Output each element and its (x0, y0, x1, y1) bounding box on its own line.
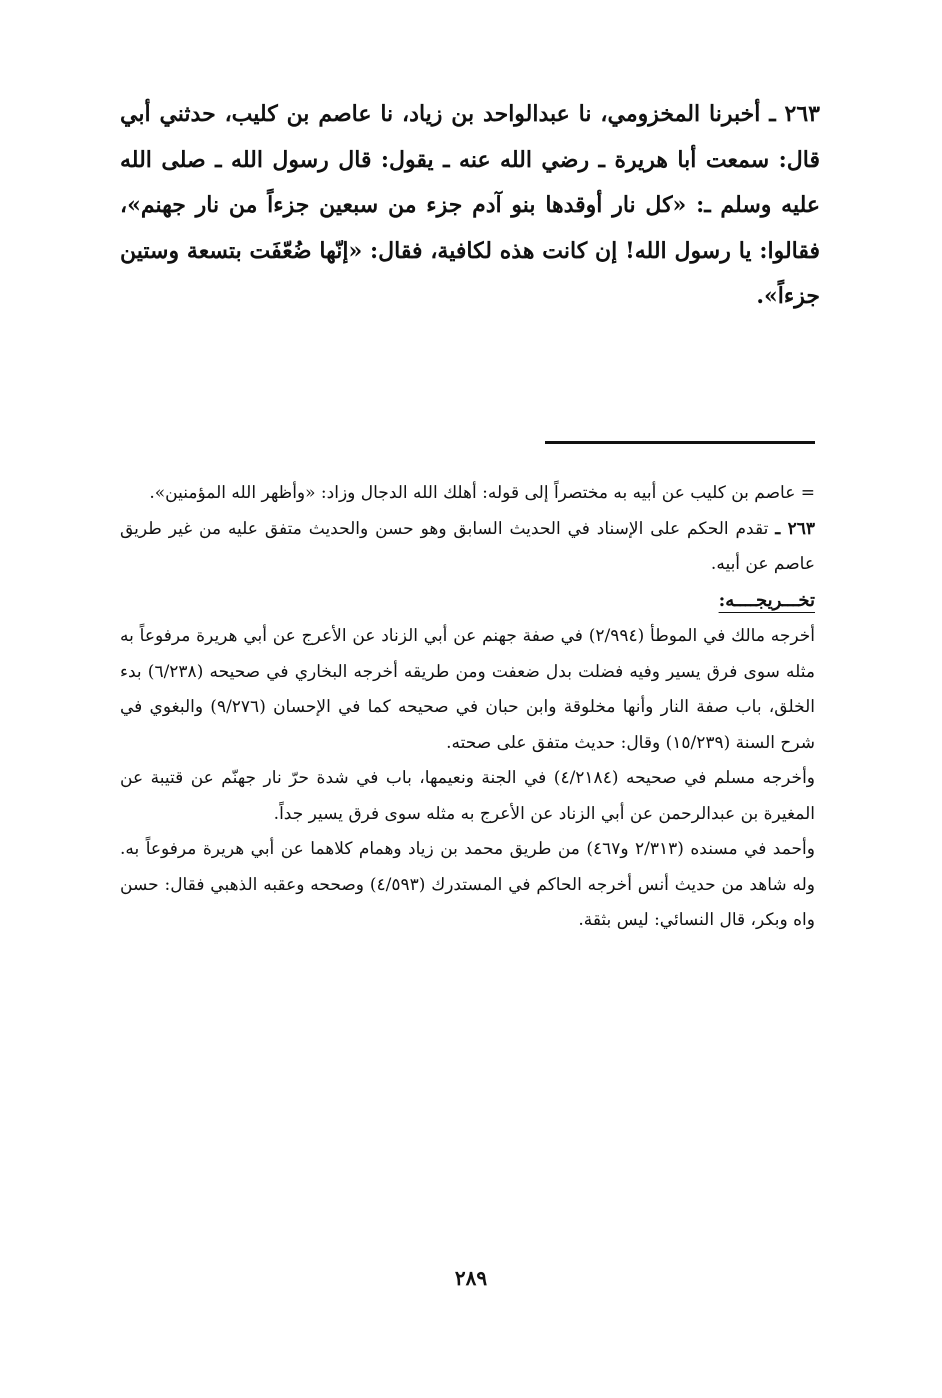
footnote-separator (545, 441, 815, 444)
footnote-number: ٢٦٣ ـ (775, 518, 815, 539)
footnote-263 (120, 512, 815, 583)
hadith-paragraph (120, 92, 820, 320)
footnote-continuation: = عاصم بن كليب عن أبيه به مختصراً إلى قوله: أهلك الله الدجال وزاد: «وأظهر الله المؤمنين». (149, 483, 815, 503)
takhrij-paragraph-1: أخرجه مالك في الموطأ (٢/٩٩٤) في صفة جهنم عن أبي الزناد عن الأعرج عن أبي هريرة مرفوعاً به مثله سوى فرق يسير وفيه فضلت بدل ضعفت ومن طريقه أخرجه البخاري في صحيحه (٦/٢٣٨) بدء الخلق، باب صفة النار وأنها مخلوقة وابن حبان في صحيحه كما في الإحسان (٩/٢٧٦) والبغوي في شرح السنة (١٥/٢٣٩) وقال: حديث متفق على صحته. (120, 626, 816, 753)
takhrij-heading: تخـــريجــــه: (718, 589, 815, 611)
takhrij-paragraph-2: وأخرجه مسلم في صحيحه (٤/٢١٨٤) في الجنة ونعيمها، باب في شدة حرّ نار جهنّم عن قتيبة عن المغيرة بن عبدالرحمن عن أبي الزناد عن الأعرج به مثله سوى فرق يسير جداً. (120, 768, 816, 824)
footnotes-block (120, 476, 815, 939)
page-number: ٢٨٩ (454, 1266, 488, 1290)
takhrij-heading-line (120, 583, 815, 620)
takhrij-paragraph-3: وأحمد في مسنده (٢/٣١٣ و٤٦٧) من طريق محمد بن زياد وهمام كلاهما عن أبي هريرة مرفوعاً به. وله شاهد من حديث أنس أخرجه الحاكم في المستدرك (٤/٥٩٣) وصححه وعقبه الذهبي فقال: حسن واه وبكر، قال النسائي: ليس بثقة. (120, 839, 816, 930)
hadith-number: ٢٦٣ ـ (769, 101, 820, 127)
hadith-text: أخبرنا المخزومي، نا عبدالواحد بن زياد، نا عاصم بن كليب، حدثني أبي قال: سمعت أبا هريرة ـ رضي الله عنه ـ يقول: قال رسول الله ـ صلى الله عليه وسلم ـ: «كل نار أوقدها بنو آدم جزء من سبعين جزءاً من نار جهنم»، فقالوا: يا رسول الله! إن كانت هذه لكافية، فقال: «إنّها ضُعّفَت بتسعة وستين جزءاً». (120, 101, 820, 309)
footnote-text: تقدم الحكم على الإسناد في الحديث السابق وهو حسن والحديث متفق عليه من غير طريق عاصم عن أبيه. (120, 518, 815, 574)
hadith-block (120, 92, 820, 320)
